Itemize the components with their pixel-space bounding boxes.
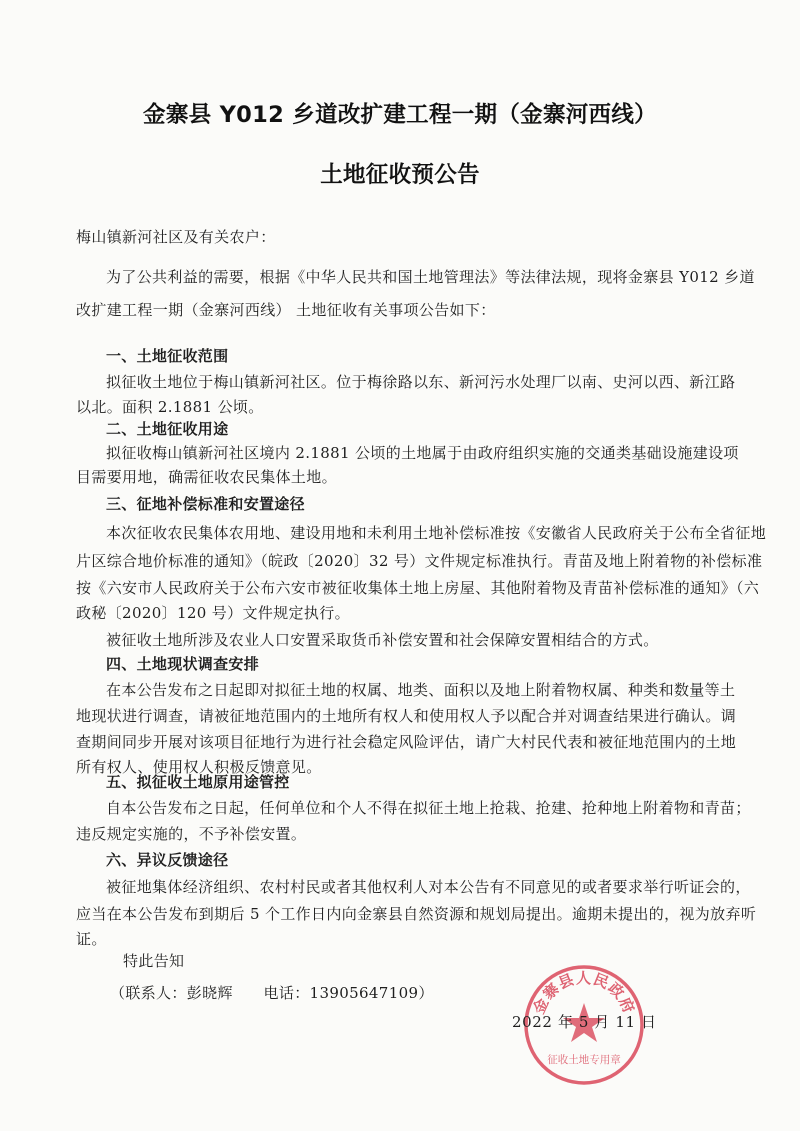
- document-title-line-2: 土地征收预公告: [320, 162, 480, 188]
- section-heading-scope: 一、土地征收范围: [106, 347, 229, 365]
- section-heading-compensation: 三、征地补偿标准和安置途径: [106, 495, 305, 513]
- issue-date: 2022 年 5 月 11 日: [512, 1013, 657, 1031]
- section-text: 按《六安市人民政府关于公布六安市被征收集体土地上房屋、其他附着物及青苗补偿标准的通知》（六: [76, 579, 760, 597]
- section-text: 被征地集体经济组织、农村村民或者其他权利人对本公告有不同意见的或者要求举行听证会的，: [106, 878, 751, 896]
- section-text: 政秘〔2020〕120 号）文件规定执行。: [76, 604, 350, 622]
- section-text: 自本公告发布之日起，任何单位和个人不得在拟征土地上抢栽、抢建、抢种地上附着物和青苗；: [106, 799, 751, 817]
- section-text: 目需要用地，确需征收农民集体土地。: [76, 468, 337, 486]
- closing-text: 特此告知: [123, 952, 185, 970]
- section-text: 被征收土地所涉及农业人口安置采取货币补偿安置和社会保障安置相结合的方式。: [106, 631, 659, 649]
- section-text: 违反规定实施的，不予补偿安置。: [76, 825, 307, 843]
- section-text: 以北。面积 2.1881 公顷。: [76, 398, 264, 416]
- section-text: 本次征收农民集体农用地、建设用地和未利用土地补偿标准按《安徽省人民政府关于公布全省征地: [106, 524, 767, 542]
- section-heading-purpose: 二、土地征收用途: [106, 420, 229, 438]
- section-text: 拟征收梅山镇新河社区境内 2.1881 公顷的土地属于由政府组织实施的交通类基础设施建设项: [106, 444, 739, 462]
- intro-line-2: 改扩建工程一期（金寨河西线） 土地征收有关事项公告如下：: [76, 301, 496, 319]
- section-text: 应当在本公告发布到期后 5 个工作日内向金寨县自然资源和规划局提出。逾期未提出的，视为放弃听: [76, 905, 757, 923]
- intro-line-1: 为了公共利益的需要，根据《中华人民共和国土地管理法》等法律法规，现将金寨县 Y012 乡道: [106, 268, 755, 286]
- svg-text:征收土地专用章: 征收土地专用章: [547, 1054, 621, 1066]
- section-heading-use-control: 五、拟征收土地原用途管控: [106, 773, 290, 791]
- section-text: 在本公告发布之日起即对拟征土地的权属、地类、面积以及地上附着物权属、种类和数量等土: [106, 681, 736, 699]
- section-heading-survey: 四、土地现状调查安排: [106, 655, 260, 673]
- section-heading-objection: 六、异议反馈途径: [106, 851, 229, 869]
- section-text: 证。: [76, 930, 107, 948]
- document-title-line-1: 金寨县 Y012 乡道改扩建工程一期（金寨河西线）: [143, 102, 657, 128]
- section-text: 拟征收土地位于梅山镇新河社区。位于梅徐路以东、新河污水处理厂以南、史河以西、新江路: [106, 373, 736, 391]
- section-text: 片区综合地价标准的通知》（皖政〔2020〕32 号）文件规定标准执行。青苗及地上附着物的补偿标准: [76, 552, 763, 570]
- addressee: 梅山镇新河社区及有关农户：: [76, 228, 276, 246]
- contact-info: （联系人：彭晓辉 电话：13905647109）: [110, 984, 434, 1002]
- section-text: 所有权人、使用权人积极反馈意见。: [76, 758, 322, 776]
- section-text: 查期间同步开展对该项目征地行为进行社会稳定风险评估，请广大村民代表和被征地范围内的土地: [76, 733, 737, 751]
- svg-text:金寨县人民政府: 金寨县人民政府: [529, 969, 639, 1017]
- section-text: 地现状进行调查，请被征地范围内的土地所有权人和使用权人予以配合并对调查结果进行确认。调: [76, 707, 737, 725]
